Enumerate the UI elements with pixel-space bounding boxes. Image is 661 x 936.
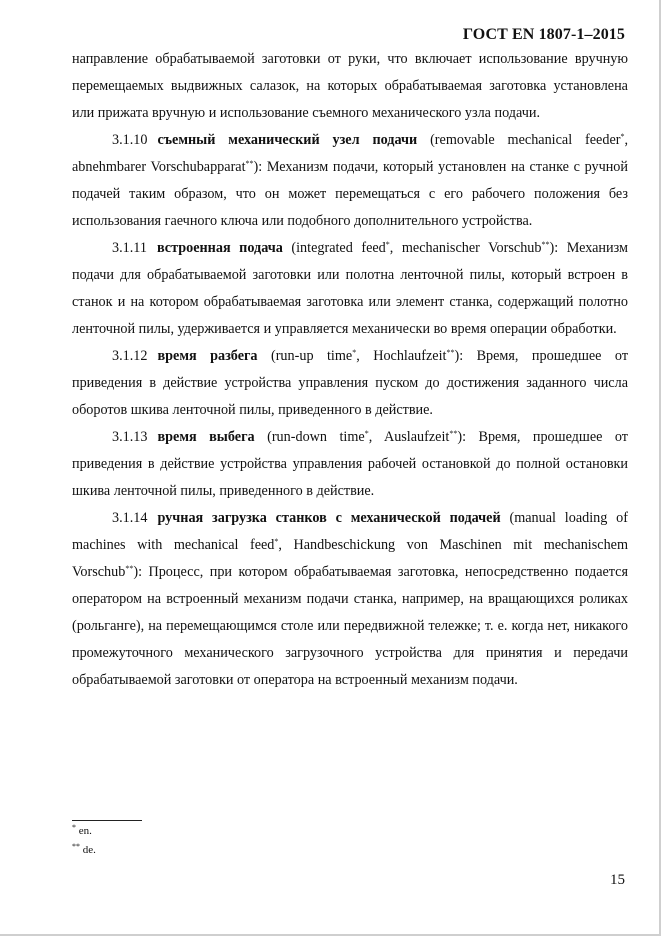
continuation-paragraph: направление обрабатываемой заготовки от руки, что включает использование вручную перемещаемых выдвижных салазок, на которых обрабатываемая заготовка установлена или прижата вручную и использование съемного механического узла подачи. — [72, 51, 628, 121]
footnote-mark: ** — [541, 240, 550, 249]
footnote-mark: * — [620, 132, 625, 141]
translation-en: (integrated feed — [291, 240, 386, 256]
definition-text: ): Время, прошедшее от приведения в действие устройства управления рабочей остановкой до полной остановки шкива ленточной пилы, приведенного в действие. — [72, 429, 629, 499]
standard-header: ГОСТ EN 1807-1–2015 — [462, 26, 625, 43]
definition-text: ): Процесс, при котором обрабатываемая заготовка, непосредственно подается оператором на встроенный механизм подачи станка, например, на вращающихся роликах (рольганге), на перемещающимся столе или передвижной тележке; т. е. когда нет, никакого промежуточного механического загрузочного устройства для принятия и передачи обрабатываемой заготовки от оператора на встроенный механизм подачи. — [72, 564, 628, 688]
term: ручная загрузка станков с механической подачей — [157, 510, 501, 526]
definition-3-1-12 — [72, 343, 628, 424]
footnote-mark: * — [352, 348, 357, 357]
term: съемный механический узел подачи — [157, 132, 418, 148]
definition-3-1-13 — [72, 424, 628, 505]
term: время разбега — [157, 348, 258, 364]
definition-text: ): Механизм подачи, который установлен на станке с ручной подачей таким образом, что он может перемещаться с его рабочего положения без использования гаечного ключа или подобного дополнительного устройства. — [72, 159, 628, 229]
footnote-mark: * — [72, 823, 76, 832]
footnote-text: de. — [82, 844, 96, 856]
footnote-mark: ** — [449, 429, 458, 438]
footnote-mark: * — [364, 429, 369, 438]
footnote-mark: ** — [245, 159, 254, 168]
page-number: 15 — [610, 872, 625, 888]
footnote-divider — [72, 820, 142, 821]
footnote-mark: ** — [125, 564, 134, 573]
translation-en: (run-down time — [267, 429, 365, 445]
footnote-mark: * — [274, 537, 279, 546]
definition-3-1-10 — [72, 127, 628, 235]
body-text — [72, 46, 628, 694]
footnote-mark: ** — [446, 348, 455, 357]
clause-number: 3.1.13 — [112, 429, 148, 445]
term: время выбега — [157, 429, 255, 445]
footnote-mark: * — [385, 240, 390, 249]
clause-number: 3.1.11 — [112, 240, 147, 256]
definition-text: ): Время, прошедшее от приведения в действие устройства управления пуском до достижения заданного числа оборотов шкива ленточной пилы, приведенного в действие. — [72, 348, 629, 418]
definition-text: ): Механизм подачи для обрабатываемой заготовки или полотна ленточной пилы, который встроен в станок и на котором обрабатываемая заготовка или элемент станка, содержащий полотно ленточной пилы, удерживается и управляется механически во время операции обработки. — [72, 240, 628, 337]
clause-number: 3.1.14 — [112, 510, 148, 526]
definition-3-1-14 — [72, 505, 628, 694]
translation-en: (run-up time — [270, 348, 353, 364]
translation-en: (removable mechanical feeder — [430, 132, 621, 148]
translation-en: (manual loading of machines with mechanical feed — [72, 510, 629, 553]
translation-de: , Hochlaufzeit — [356, 348, 447, 364]
translation-de: , mechanischer Vorschub — [389, 240, 542, 256]
term: встроенная подача — [156, 240, 283, 256]
footnote-de — [72, 841, 96, 860]
footnote-en — [72, 822, 96, 841]
translation-de: , Auslaufzeit — [368, 429, 450, 445]
definition-3-1-11 — [72, 235, 628, 343]
footnote-mark: ** — [72, 842, 80, 851]
translation-de: , abnehmbarer Vorschubapparat — [72, 132, 629, 175]
footnotes — [72, 822, 96, 860]
clause-number: 3.1.12 — [112, 348, 148, 364]
clause-number: 3.1.10 — [112, 132, 148, 148]
translation-de: , Handbeschickung von Maschinen mit mechanischem Vorschub — [72, 537, 628, 580]
footnote-text: en. — [78, 825, 92, 837]
